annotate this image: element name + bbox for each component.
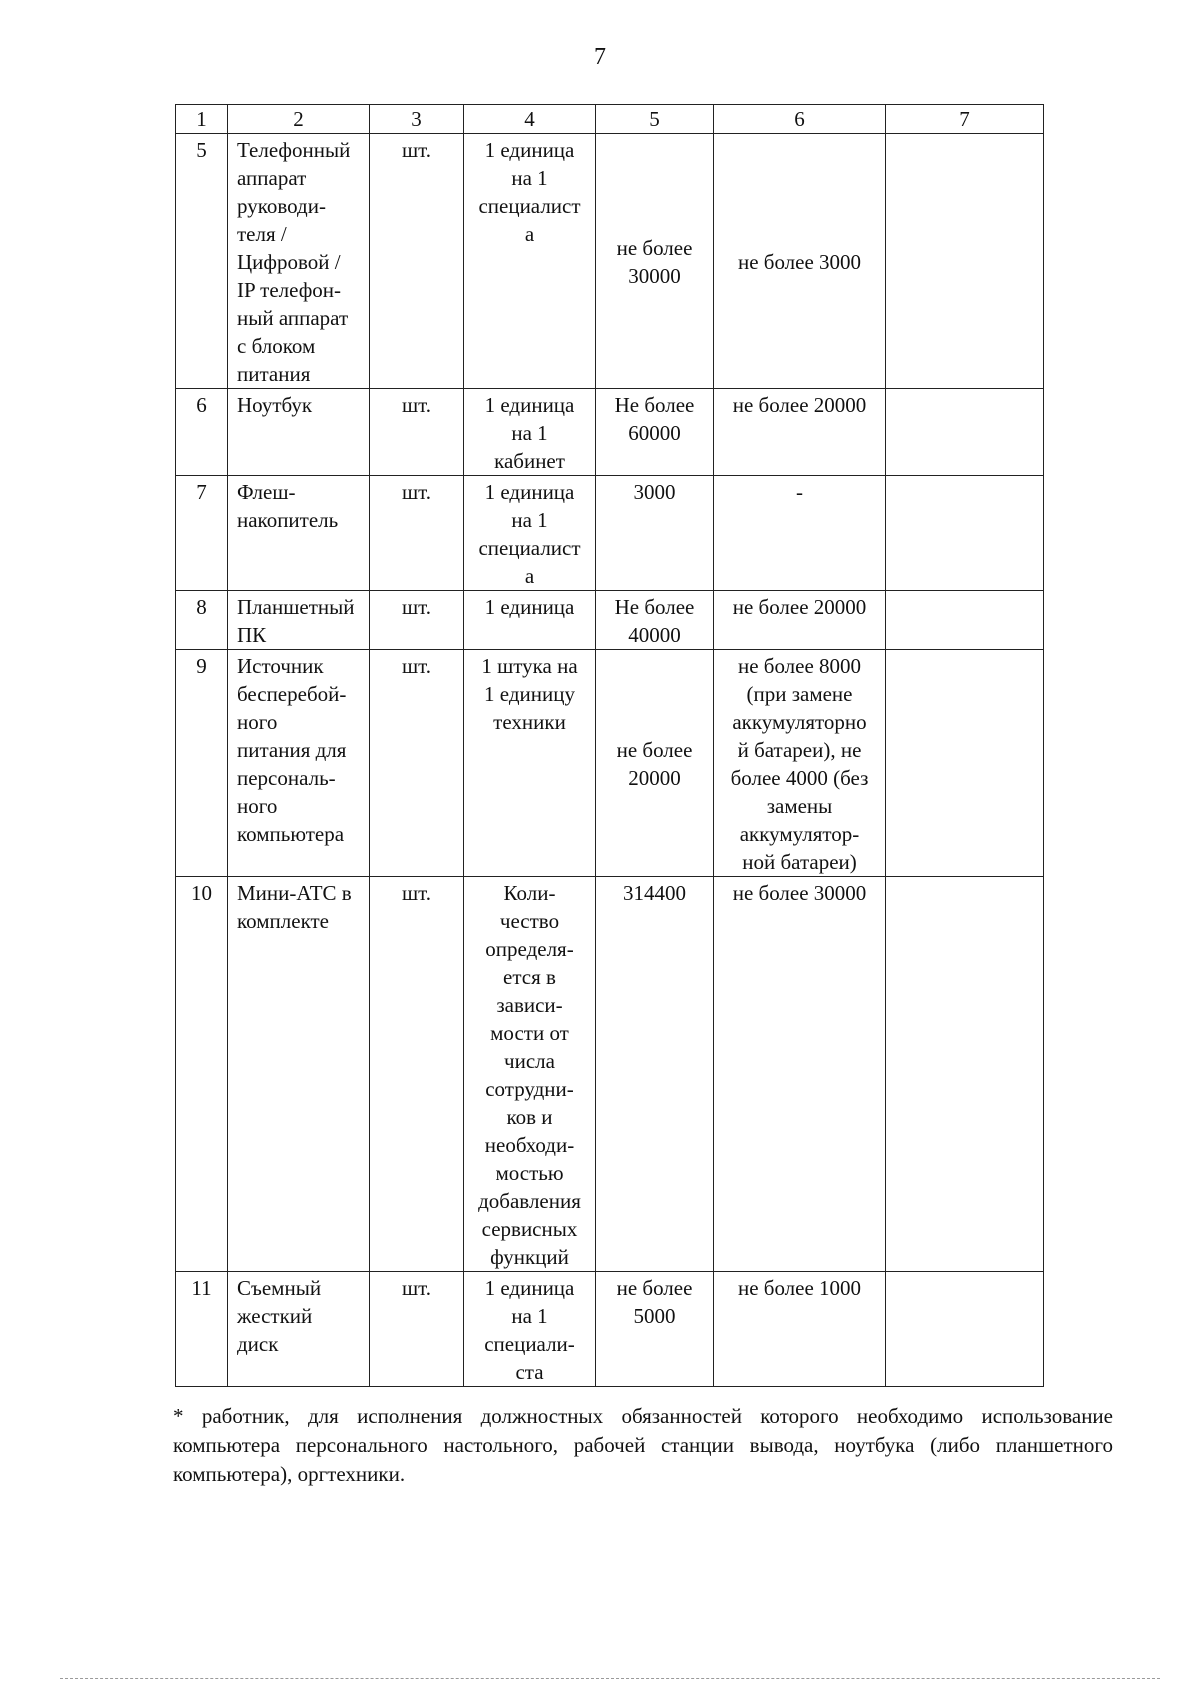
item-name: Флеш- накопитель	[228, 476, 370, 591]
item-unit: шт.	[370, 389, 464, 476]
item-repair-cost: не более 3000	[714, 134, 886, 389]
item-price: Не более 40000	[596, 591, 714, 650]
item-extra	[886, 476, 1044, 591]
header-col-1: 1	[176, 105, 228, 134]
item-extra	[886, 877, 1044, 1272]
table-row	[176, 134, 1044, 389]
row-number: 10	[176, 877, 228, 1272]
item-price: 3000	[596, 476, 714, 591]
item-repair-cost: не более 30000	[714, 877, 886, 1272]
item-price: Не более 60000	[596, 389, 714, 476]
item-repair-cost: не более 20000	[714, 591, 886, 650]
item-norm: 1 штука на 1 единицу техники	[464, 650, 596, 877]
item-extra	[886, 389, 1044, 476]
item-repair-cost: не более 1000	[714, 1272, 886, 1387]
row-number: 5	[176, 134, 228, 389]
item-norm: 1 единица на 1 специалист а	[464, 134, 596, 389]
header-col-3: 3	[370, 105, 464, 134]
item-name: Телефонный аппарат руководи- теля / Цифровой / IP телефон- ный аппарат с блоком питания	[228, 134, 370, 389]
table-row	[176, 877, 1044, 1272]
item-unit: шт.	[370, 476, 464, 591]
item-norm: 1 единица	[464, 591, 596, 650]
item-extra	[886, 591, 1044, 650]
item-name: Мини-АТС в комплекте	[228, 877, 370, 1272]
header-col-5: 5	[596, 105, 714, 134]
item-norm: 1 единица на 1 кабинет	[464, 389, 596, 476]
equipment-norms-table	[175, 104, 1044, 1387]
table-row	[176, 650, 1044, 877]
item-extra	[886, 134, 1044, 389]
item-name: Съемный жесткий диск	[228, 1272, 370, 1387]
table-row	[176, 591, 1044, 650]
header-col-2: 2	[228, 105, 370, 134]
item-price: не более 5000	[596, 1272, 714, 1387]
item-price: не более 30000	[596, 134, 714, 389]
row-number: 9	[176, 650, 228, 877]
item-extra	[886, 1272, 1044, 1387]
header-col-7: 7	[886, 105, 1044, 134]
item-norm: 1 единица на 1 специали- ста	[464, 1272, 596, 1387]
item-repair-cost: -	[714, 476, 886, 591]
row-number: 7	[176, 476, 228, 591]
item-repair-cost: не более 8000 (при замене аккумуляторно й батареи), не более 4000 (без замены аккумулятор- ной батареи)	[714, 650, 886, 877]
table-row	[176, 389, 1044, 476]
item-unit: шт.	[370, 591, 464, 650]
scan-artifact-divider	[60, 1678, 1160, 1679]
item-name: Ноутбук	[228, 389, 370, 476]
item-price: не более 20000	[596, 650, 714, 877]
item-unit: шт.	[370, 134, 464, 389]
item-price: 314400	[596, 877, 714, 1272]
page-number: 7	[594, 44, 606, 70]
item-unit: шт.	[370, 1272, 464, 1387]
item-norm: 1 единица на 1 специалист а	[464, 476, 596, 591]
header-col-6: 6	[714, 105, 886, 134]
item-norm: Коли- чество определя- ется в зависи- мости от числа сотрудни- ков и необходи- мостью добавления сервисных функций	[464, 877, 596, 1272]
item-name: Планшетный ПК	[228, 591, 370, 650]
item-extra	[886, 650, 1044, 877]
table-header-row	[176, 105, 1044, 134]
row-number: 8	[176, 591, 228, 650]
item-unit: шт.	[370, 650, 464, 877]
item-unit: шт.	[370, 877, 464, 1272]
table-row	[176, 476, 1044, 591]
row-number: 6	[176, 389, 228, 476]
row-number: 11	[176, 1272, 228, 1387]
table-row	[176, 1272, 1044, 1387]
equipment-table-wrapper	[175, 104, 1044, 1387]
footnote: * работник, для исполнения должностных обязанностей которого необходимо использование компьютера персонального настольного, рабочей станции вывода, ноутбука (либо планшетного компьютера), оргтехники.	[173, 1404, 1113, 1486]
item-name: Источник бесперебой- ного питания для персональ- ного компьютера	[228, 650, 370, 877]
header-col-4: 4	[464, 105, 596, 134]
item-repair-cost: не более 20000	[714, 389, 886, 476]
